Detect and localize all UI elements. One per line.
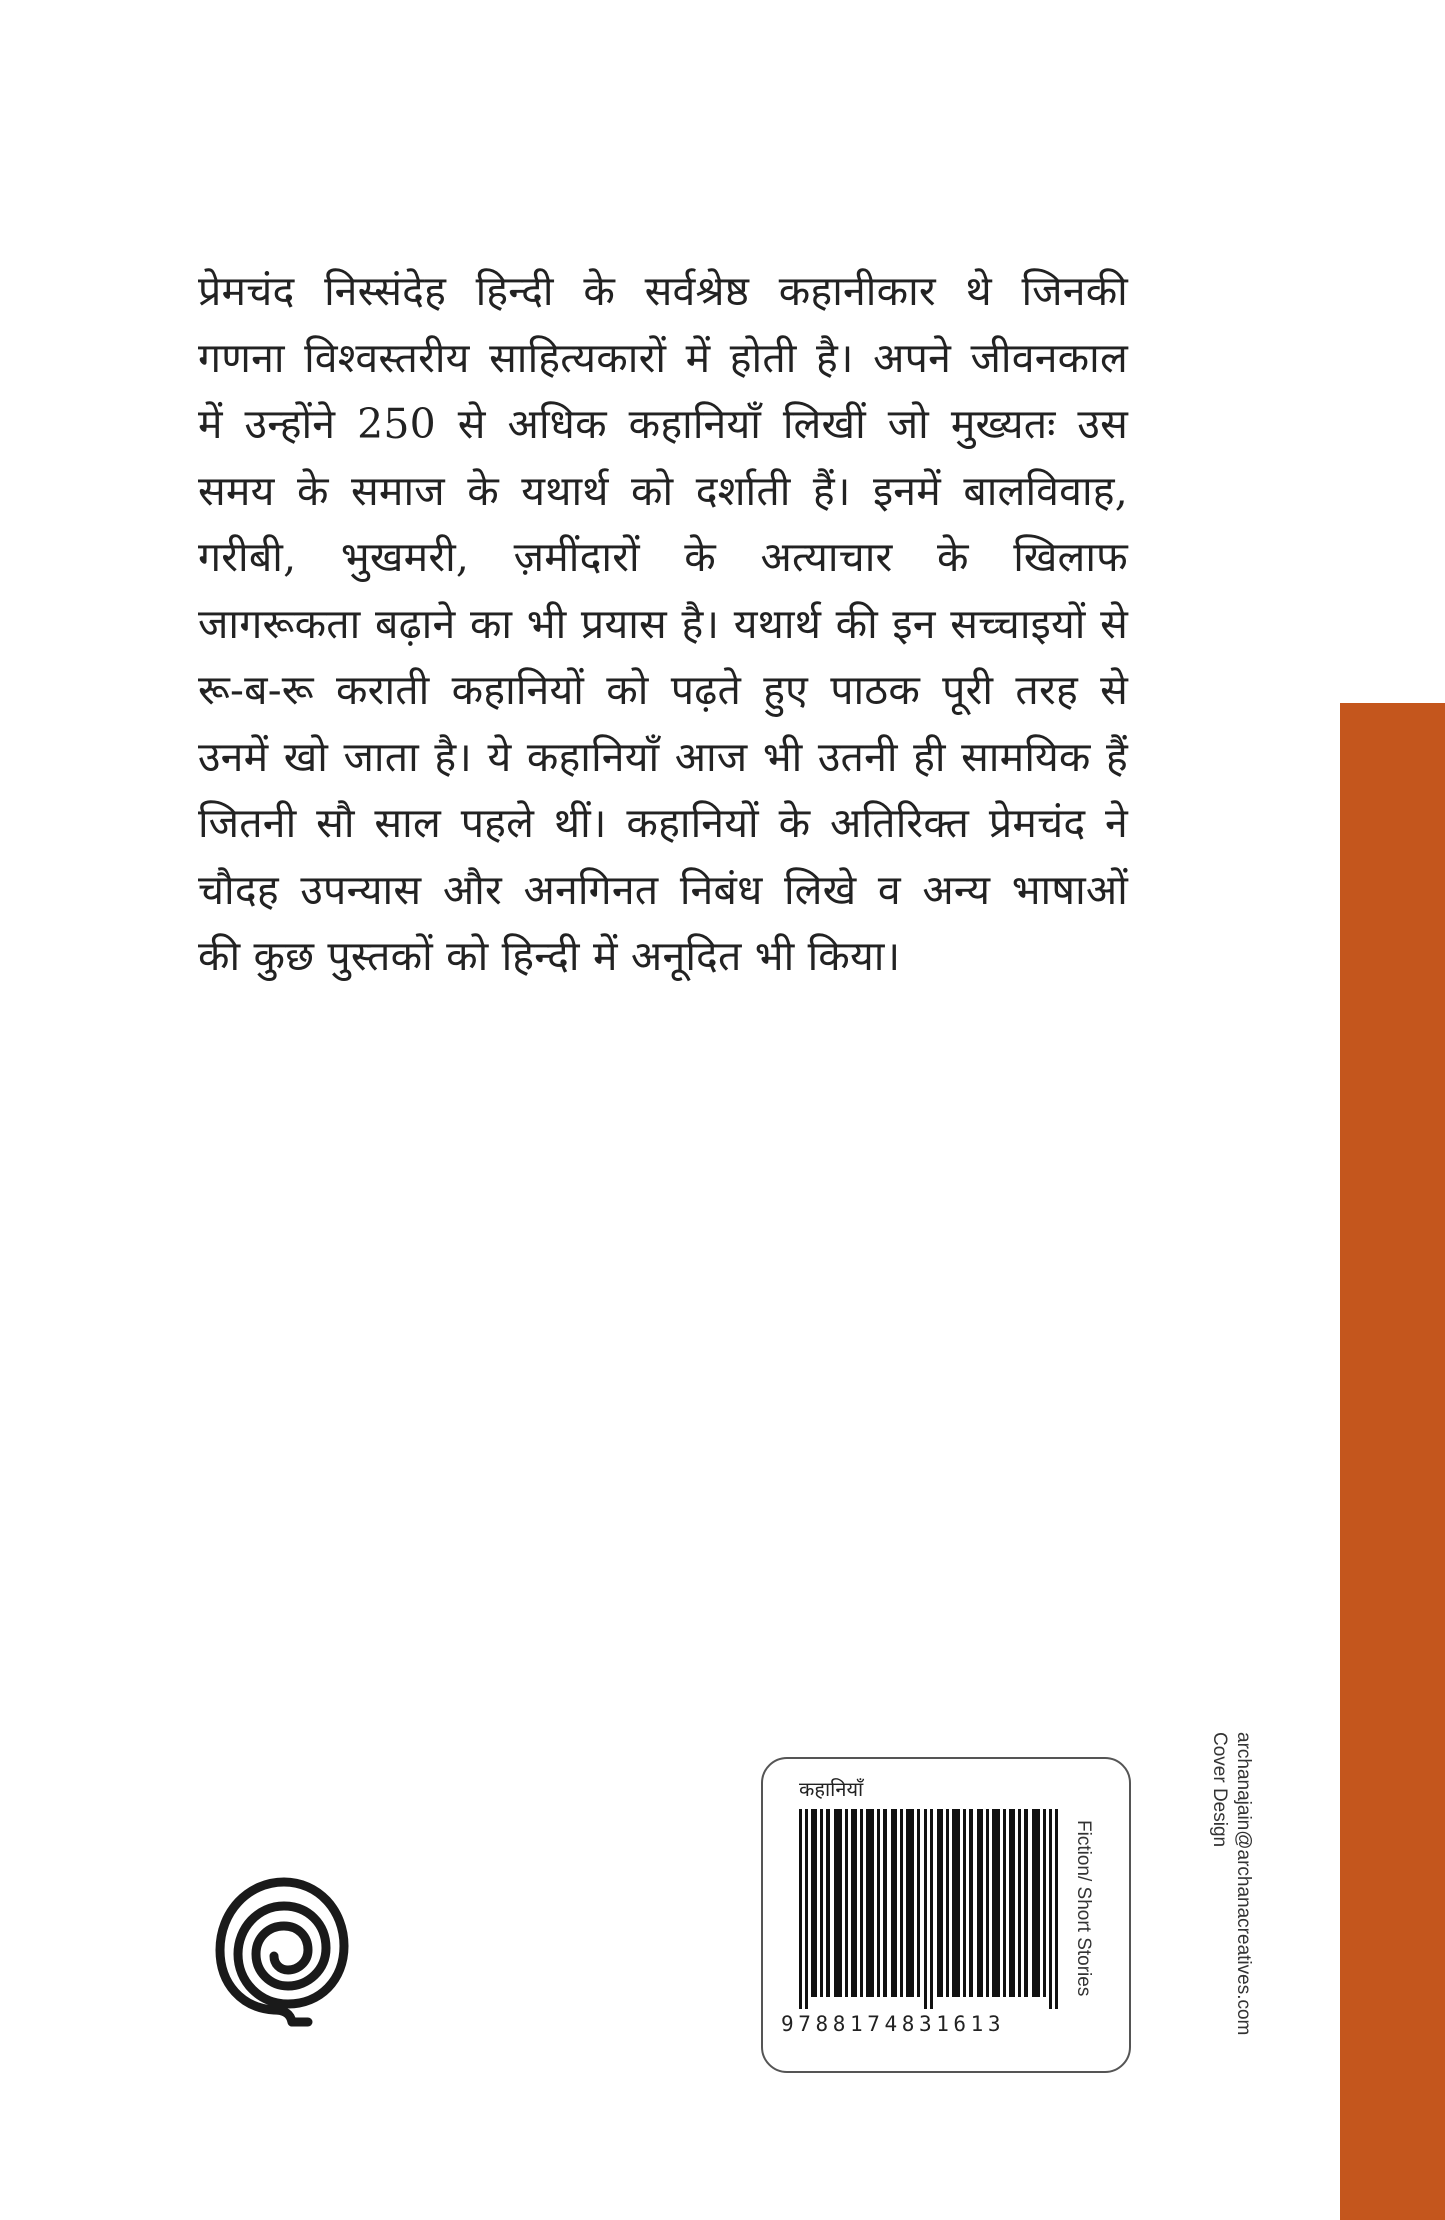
spine-color-band — [1340, 703, 1445, 2220]
barcode-bars — [799, 1809, 1061, 2009]
blurb-line: की कुछ पुस्तकों को हिन्दी में अनूदित भी किया। — [198, 932, 901, 980]
blurb-line: गरीबी, भुखमरी, ज़मींदारों के अत्याचार के खिलाफ — [198, 533, 1128, 581]
blurb-line: समय के समाज के यथार्थ को दर्शाती हैं। इनमें बालविवाह, — [198, 466, 1128, 515]
spiral-logo-icon — [212, 1872, 350, 2030]
blurb-line: उनमें खो जाता है। ये कहानियाँ आज भी उतनी ही सामयिक हैं — [198, 732, 1128, 781]
blurb-line: चौदह उपन्यास और अनगिनत निबंध लिखे व अन्य भाषाओं — [198, 865, 1128, 914]
blurb-line: जितनी सौ साल पहले थीं। कहानियों के अतिरिक्त प्रेमचंद ने — [198, 799, 1128, 847]
blurb-line: जागरूकता बढ़ाने का भी प्रयास है। यथार्थ की इन सच्चाइयों से — [198, 599, 1128, 648]
genre-label: Fiction/ Short Stories — [1073, 1820, 1094, 1997]
cover-design-credit: Cover Design — [1209, 1732, 1230, 1848]
barcode-category-label: कहानियाँ — [799, 1777, 864, 1801]
blurb-line: में उन्होंने 250 से अधिक कहानियाँ लिखीं जो मुख्यतः उस — [198, 400, 1128, 448]
blurb-line: गणना विश्वस्तरीय साहित्यकारों में होती है। अपने जीवनकाल — [198, 333, 1128, 382]
designer-email: archanajain@archanacreatives.com — [1233, 1732, 1254, 2036]
blurb-text — [198, 258, 1128, 990]
blurb-line: रू-ब-रू कराती कहानियों को पढ़ते हुए पाठक पूरी तरह से — [198, 666, 1128, 714]
isbn-digits: 9788174831613 — [781, 2012, 1006, 2036]
blurb-line: प्रेमचंद निस्संदेह हिन्दी के सर्वश्रेष्ठ कहानीकार थे जिनकी — [198, 267, 1128, 315]
